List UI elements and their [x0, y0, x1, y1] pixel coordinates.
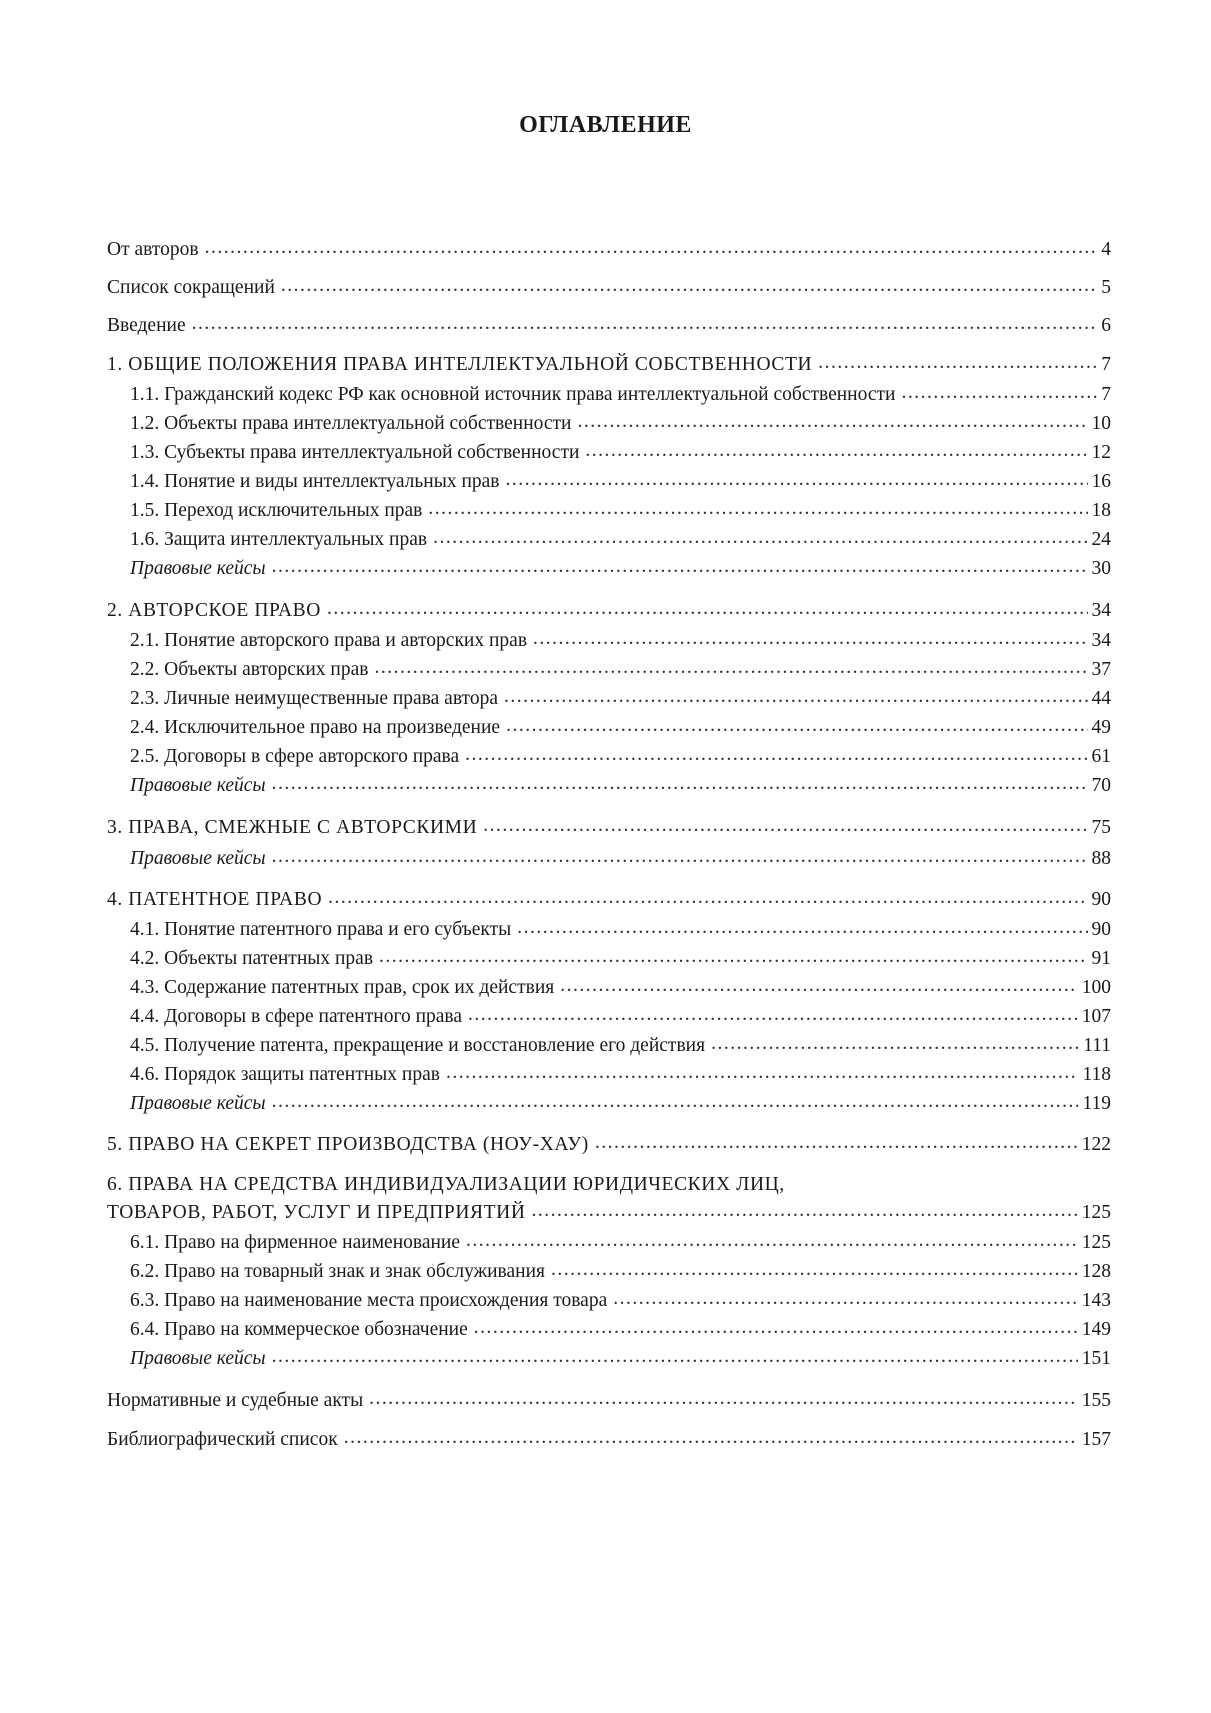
- toc-entry[interactable]: [107, 1387, 1111, 1415]
- toc-cases[interactable]: [130, 1090, 1111, 1118]
- toc-page-number: 6: [1101, 315, 1111, 336]
- toc-page-number: 128: [1081, 1261, 1111, 1282]
- toc-cases[interactable]: [130, 1345, 1111, 1373]
- toc-entry-label: 1.3. Субъекты права интеллектуальной собственности: [130, 442, 580, 463]
- toc-subsection[interactable]: [130, 1316, 1111, 1344]
- dot-leader: [468, 1001, 1078, 1029]
- toc-page-number: 111: [1083, 1035, 1111, 1056]
- toc-entry-label: 2. АВТОРСКОЕ ПРАВО: [107, 600, 321, 621]
- dot-leader: [369, 1385, 1078, 1413]
- toc-page-number: 125: [1081, 1232, 1111, 1253]
- toc-subsection[interactable]: [130, 410, 1111, 438]
- dot-leader: [281, 272, 1097, 300]
- toc-entry-label: 4.3. Содержание патентных прав, срок их действия: [130, 977, 555, 998]
- toc-entry-label: Введение: [107, 315, 186, 336]
- toc-chapter[interactable]: [107, 1131, 1111, 1159]
- toc-page-number: 5: [1101, 277, 1111, 298]
- toc-entry-label: ТОВАРОВ, РАБОТ, УСЛУГ И ПРЕДПРИЯТИЙ: [107, 1202, 526, 1223]
- toc-subsection[interactable]: [130, 468, 1111, 496]
- dot-leader: [585, 437, 1087, 465]
- dot-leader: [205, 234, 1098, 262]
- dot-leader: [901, 379, 1097, 407]
- toc-entry-label: Правовые кейсы: [130, 1348, 266, 1369]
- dot-leader: [272, 1343, 1078, 1371]
- toc-entry-label: Список сокращений: [107, 277, 275, 298]
- toc-page-number: 30: [1091, 558, 1111, 579]
- dot-leader: [272, 770, 1088, 798]
- toc-entry[interactable]: [107, 312, 1111, 340]
- dot-leader: [595, 1129, 1078, 1157]
- toc-entry-label: Правовые кейсы: [130, 848, 266, 869]
- toc-page-number: 7: [1101, 354, 1111, 375]
- dot-leader: [465, 741, 1087, 769]
- dot-leader: [327, 595, 1088, 623]
- toc-chapter[interactable]: [107, 1199, 1111, 1227]
- dot-leader: [532, 1197, 1078, 1225]
- toc-entry-label: 1.6. Защита интеллектуальных прав: [130, 529, 428, 550]
- toc-page-number: 90: [1091, 889, 1111, 910]
- toc-chapter[interactable]: [107, 597, 1111, 625]
- toc-subsection[interactable]: [130, 627, 1111, 655]
- toc-page-number: 37: [1091, 659, 1111, 680]
- toc-subsection[interactable]: [130, 526, 1111, 554]
- toc-entry[interactable]: [107, 1426, 1111, 1454]
- toc-entry-label: Библиографический список: [107, 1429, 338, 1450]
- toc-entry-label: 4.1. Понятие патентного права и его субъекты: [130, 919, 512, 940]
- dot-leader: [504, 683, 1088, 711]
- toc-chapter[interactable]: [107, 886, 1111, 914]
- dot-leader: [517, 914, 1087, 942]
- toc-entry-label: Правовые кейсы: [130, 1093, 266, 1114]
- toc-page-number: 18: [1091, 500, 1111, 521]
- toc-page-number: 151: [1081, 1348, 1111, 1369]
- toc-entry-label: 3. ПРАВА, СМЕЖНЫЕ С АВТОРСКИМИ: [107, 817, 478, 838]
- toc-page-number: 88: [1091, 848, 1111, 869]
- toc-page-number: 70: [1091, 775, 1111, 796]
- dot-leader: [506, 466, 1088, 494]
- toc-page-number: 155: [1081, 1390, 1111, 1411]
- dot-leader: [474, 1314, 1078, 1342]
- dot-leader: [560, 972, 1078, 1000]
- toc-entry-label: 1.1. Гражданский кодекс РФ как основной источник права интеллектуальной собственности: [130, 384, 896, 405]
- toc-entry[interactable]: [107, 236, 1111, 264]
- toc-entry-label: Нормативные и судебные акты: [107, 1390, 364, 1411]
- dot-leader: [379, 943, 1087, 971]
- toc-entry-label: 5. ПРАВО НА СЕКРЕТ ПРОИЗВОДСТВА (НОУ-ХАУ): [107, 1134, 589, 1155]
- toc-entry-label: 1. ОБЩИЕ ПОЛОЖЕНИЯ ПРАВА ИНТЕЛЛЕКТУАЛЬНОЙ СОБСТВЕННОСТИ: [107, 354, 813, 375]
- toc-entry-label: 6.2. Право на товарный знак и знак обслуживания: [130, 1261, 545, 1282]
- dot-leader: [506, 712, 1087, 740]
- toc-chapter[interactable]: [107, 814, 1111, 842]
- toc-subsection[interactable]: [130, 1032, 1111, 1060]
- toc-page-number: 24: [1091, 529, 1111, 550]
- dot-leader: [272, 843, 1088, 871]
- toc-subsection[interactable]: [130, 945, 1111, 973]
- dot-leader: [272, 553, 1088, 581]
- toc-entry-label: 4.4. Договоры в сфере патентного права: [130, 1006, 463, 1027]
- dot-leader: [374, 654, 1087, 682]
- dot-leader: [272, 1088, 1079, 1116]
- toc-subsection[interactable]: [130, 685, 1111, 713]
- toc-subsection[interactable]: [130, 1229, 1111, 1257]
- toc-cases[interactable]: [130, 555, 1111, 583]
- toc-page-number: 107: [1081, 1006, 1111, 1027]
- toc-subsection[interactable]: [130, 497, 1111, 525]
- toc-subsection[interactable]: [130, 439, 1111, 467]
- toc-page-number: 4: [1101, 239, 1111, 260]
- toc-subsection[interactable]: [130, 1287, 1111, 1315]
- toc-page-number: 61: [1091, 746, 1111, 767]
- toc-entry-label: 2.2. Объекты авторских прав: [130, 659, 369, 680]
- toc-subsection[interactable]: [130, 656, 1111, 684]
- toc-page-number: 75: [1091, 817, 1111, 838]
- toc-page-number: 90: [1091, 919, 1111, 940]
- toc-entry-label: 1.4. Понятие и виды интеллектуальных прав: [130, 471, 500, 492]
- dot-leader: [428, 495, 1087, 523]
- dot-leader: [344, 1424, 1078, 1452]
- toc-page-number: 125: [1081, 1202, 1111, 1223]
- toc-entry-label: 4.6. Порядок защиты патентных прав: [130, 1064, 440, 1085]
- toc-page-number: 7: [1101, 384, 1111, 405]
- toc-chapter-first-line: 6. ПРАВА НА СРЕДСТВА ИНДИВИДУАЛИЗАЦИИ ЮРИДИЧЕСКИХ ЛИЦ,: [107, 1174, 785, 1195]
- dot-leader: [551, 1256, 1078, 1284]
- toc-entry-label: 1.5. Переход исключительных прав: [130, 500, 423, 521]
- dot-leader: [483, 812, 1087, 840]
- toc-entry-label: 4.5. Получение патента, прекращение и восстановление его действия: [130, 1035, 706, 1056]
- toc-subsection[interactable]: [130, 714, 1111, 742]
- dot-leader: [711, 1030, 1079, 1058]
- dot-leader: [466, 1227, 1078, 1255]
- toc-entry-label: 1.2. Объекты права интеллектуальной собственности: [130, 413, 572, 434]
- toc-page-number: 10: [1091, 413, 1111, 434]
- toc-entry-label: 6.1. Право на фирменное наименование: [130, 1232, 461, 1253]
- dot-leader: [577, 408, 1087, 436]
- toc-subsection[interactable]: [130, 974, 1111, 1002]
- toc-subsection[interactable]: [130, 1258, 1111, 1286]
- toc-page-number: 119: [1082, 1093, 1111, 1114]
- toc-chapter[interactable]: [107, 351, 1111, 379]
- toc-page-number: 149: [1081, 1319, 1111, 1340]
- toc-entry-label: 6.3. Право на наименование места происхождения товара: [130, 1290, 608, 1311]
- toc-page-number: 118: [1082, 1064, 1111, 1085]
- toc-entry-label: Правовые кейсы: [130, 775, 266, 796]
- toc-entry-label: 2.4. Исключительное право на произведение: [130, 717, 501, 738]
- toc-entry-label: От авторов: [107, 239, 199, 260]
- toc-page-number: 34: [1091, 600, 1111, 621]
- toc-page-number: 122: [1081, 1134, 1111, 1155]
- toc-page-number: 44: [1091, 688, 1111, 709]
- toc-entry-label: 2.5. Договоры в сфере авторского права: [130, 746, 460, 767]
- dot-leader: [446, 1059, 1079, 1087]
- toc-subsection[interactable]: [130, 1003, 1111, 1031]
- toc-entry-label: 4. ПАТЕНТНОЕ ПРАВО: [107, 889, 323, 910]
- dot-leader: [613, 1285, 1078, 1313]
- toc-entry-label: 6.4. Право на коммерческое обозначение: [130, 1319, 468, 1340]
- toc-page-number: 16: [1091, 471, 1111, 492]
- toc-page-number: 100: [1081, 977, 1111, 998]
- toc-entry-label: 2.1. Понятие авторского права и авторских прав: [130, 630, 528, 651]
- toc-entry[interactable]: [107, 274, 1111, 302]
- toc-cases[interactable]: [130, 845, 1111, 873]
- dot-leader: [533, 625, 1087, 653]
- toc-page-number: 91: [1091, 948, 1111, 969]
- toc-entry-label: 4.2. Объекты патентных прав: [130, 948, 374, 969]
- toc-subsection[interactable]: [130, 916, 1111, 944]
- toc-cases[interactable]: [130, 772, 1111, 800]
- dot-leader: [433, 524, 1087, 552]
- toc-entry-label: 2.3. Личные неимущественные права автора: [130, 688, 498, 709]
- toc-page-number: 34: [1091, 630, 1111, 651]
- toc-page-number: 157: [1081, 1429, 1111, 1450]
- toc-page-number: 143: [1081, 1290, 1111, 1311]
- toc-page-number: 12: [1091, 442, 1111, 463]
- dot-leader: [818, 349, 1097, 377]
- toc-subsection[interactable]: [130, 381, 1111, 409]
- toc-subsection[interactable]: [130, 743, 1111, 771]
- dot-leader: [192, 310, 1098, 338]
- dot-leader: [328, 884, 1087, 912]
- page-title: ОГЛАВЛЕНИЕ: [519, 112, 692, 138]
- toc-entry-label: Правовые кейсы: [130, 558, 266, 579]
- toc-subsection[interactable]: [130, 1061, 1111, 1089]
- toc-page-number: 49: [1091, 717, 1111, 738]
